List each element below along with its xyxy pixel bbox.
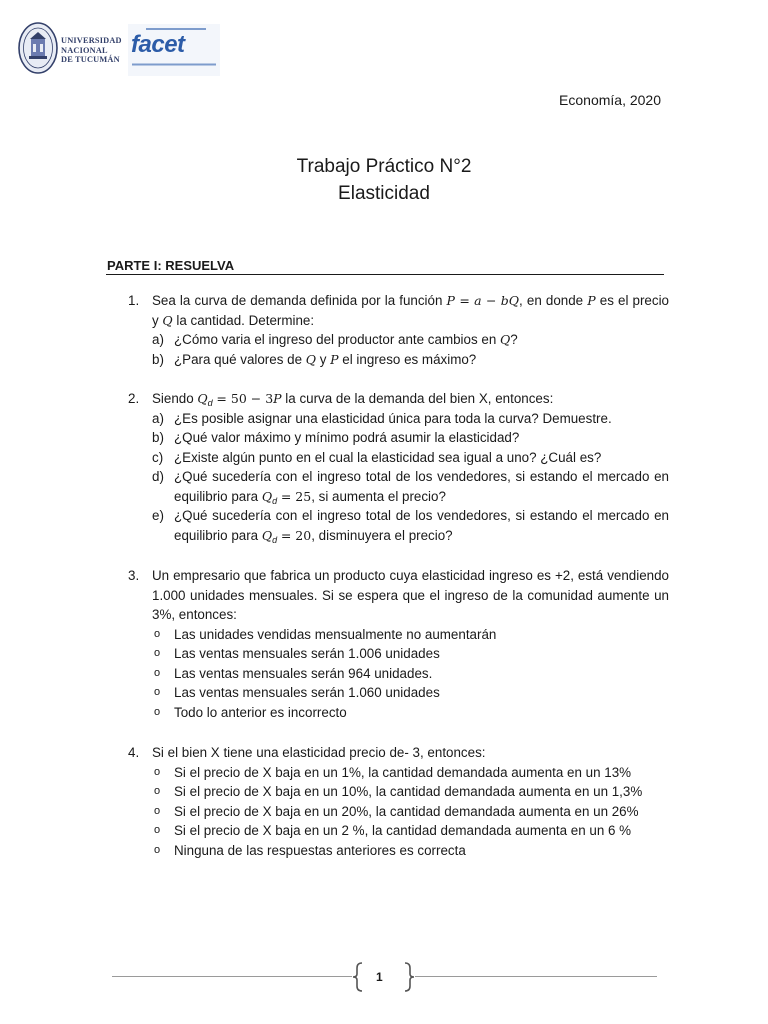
sub-question: e) ¿Qué sucedería con el ingreso total de los vendedores, si estando el mercado en equilibrio para $Q_d = 20$, disminuyera el precio?	[152, 508, 669, 545]
answer-option: o Si el precio de X baja en un 20%, la cantidad demandada aumenta en un 26%	[152, 802, 669, 822]
question-body	[152, 389, 669, 545]
universidad-nacional-tucuman-logo	[18, 22, 128, 78]
question-number: 1.	[128, 293, 140, 308]
answer-option: o Las ventas mensuales serán 1.006 unidades	[152, 644, 669, 664]
bullet-icon: o	[154, 804, 161, 817]
university-seal-icon	[18, 22, 58, 74]
sub-question: b) ¿Para qué valores de Q y P el ingreso es máximo?	[152, 351, 477, 367]
university-name-line: NACIONAL	[61, 45, 108, 55]
course-year: Economía, 2020	[559, 92, 661, 108]
bullet-icon: o	[154, 765, 161, 778]
document-title	[0, 153, 768, 207]
answer-option: o Si el precio de X baja en un 10%, la cantidad demandada aumenta en un 1,3%	[152, 782, 669, 802]
footer-rule-right	[415, 976, 657, 977]
bullet-icon: o	[154, 647, 161, 659]
sub-question: c) ¿Existe algún punto en el cual la elasticidad sea igual a uno? ¿Cuál es?	[152, 449, 602, 465]
bullet-icon: o	[154, 666, 161, 679]
university-name-line: UNIVERSIDAD	[61, 36, 122, 45]
heading-underline	[106, 274, 664, 275]
sub-question: a) ¿Cómo varia el ingreso del productor ante cambios en Q?	[152, 332, 518, 347]
answer-option: o Si el precio de X baja en un 1%, la cantidad demandada aumenta en un 13%	[152, 763, 669, 783]
right-brace-icon	[403, 962, 415, 992]
question-4	[107, 743, 669, 860]
question-intro: Si el bien X tiene una elasticidad precio de- 3, entonces:	[152, 745, 486, 760]
demand-formula: P = a − bQ	[446, 293, 520, 308]
question-number: 2.	[128, 391, 140, 406]
demand-formula: = 50 − 3	[216, 391, 274, 406]
bullet-icon: o	[154, 627, 161, 640]
bullet-icon: o	[154, 824, 161, 836]
question-body	[152, 566, 669, 722]
question-intro: Siendo $Q_d = 50 - 3P$ la curva de la demanda del bien X, entonces:	[152, 391, 554, 408]
page-number: 1	[376, 970, 383, 984]
answer-option: o Las ventas mensuales serán 964 unidades.	[152, 664, 669, 684]
left-brace-icon	[352, 962, 364, 992]
title-line-1: Trabajo Práctico N°2	[296, 156, 472, 177]
sub-question: a) ¿Es posible asignar una elasticidad única para toda la curva? Demuestre.	[152, 410, 612, 426]
sub-question: d) ¿Qué sucedería con el ingreso total de los vendedores, si estando el mercado en equilibrio para $Q_d = 25$, si aumenta el precio?	[152, 469, 669, 506]
question-number: 3.	[128, 568, 140, 583]
answer-option: o Si el precio de X baja en un 2 %, la cantidad demandada aumenta en un 6 %	[152, 821, 669, 841]
question-body	[152, 291, 669, 369]
facet-logo-text: facet	[131, 31, 185, 58]
answer-option: o Las ventas mensuales serán 1.060 unidades	[152, 683, 669, 703]
facet-tagline-mark-icon	[132, 62, 216, 67]
question-number: 4.	[128, 745, 140, 760]
question-intro: Un empresario que fabrica un producto cuya elasticidad ingreso es +2, está vendiendo 1.000 unidades mensuales. Si se espera que el ingreso de la comunidad aumente un 3%, entonces:	[152, 568, 669, 622]
question-intro: Sea la curva de demanda definida por la función P = a − bQ, en donde P es el precio y Q la cantidad. Determine:	[152, 293, 669, 328]
sub-question: b) ¿Qué valor máximo y mínimo podrá asumir la elasticidad?	[152, 430, 520, 445]
answer-option: o Las unidades vendidas mensualmente no aumentarán	[152, 625, 669, 645]
university-name-line: DE TUCUMÁN	[61, 55, 120, 65]
question-1	[107, 291, 669, 369]
bullet-icon: o	[154, 843, 161, 856]
question-3	[107, 566, 669, 722]
bullet-icon: o	[154, 686, 161, 698]
university-name	[61, 36, 122, 65]
question-2	[107, 389, 669, 545]
bullet-icon: o	[154, 705, 161, 718]
bullet-icon: o	[154, 785, 161, 797]
answer-option: o Ninguna de las respuestas anteriores es correcta	[152, 841, 669, 861]
part-heading: PARTE I: RESUELVA	[107, 258, 235, 273]
question-body	[152, 743, 669, 860]
answer-option: o Todo lo anterior es incorrecto	[152, 703, 669, 723]
title-line-2: Elasticidad	[338, 183, 430, 204]
facet-logo	[128, 24, 220, 76]
footer-rule-left	[112, 976, 352, 977]
